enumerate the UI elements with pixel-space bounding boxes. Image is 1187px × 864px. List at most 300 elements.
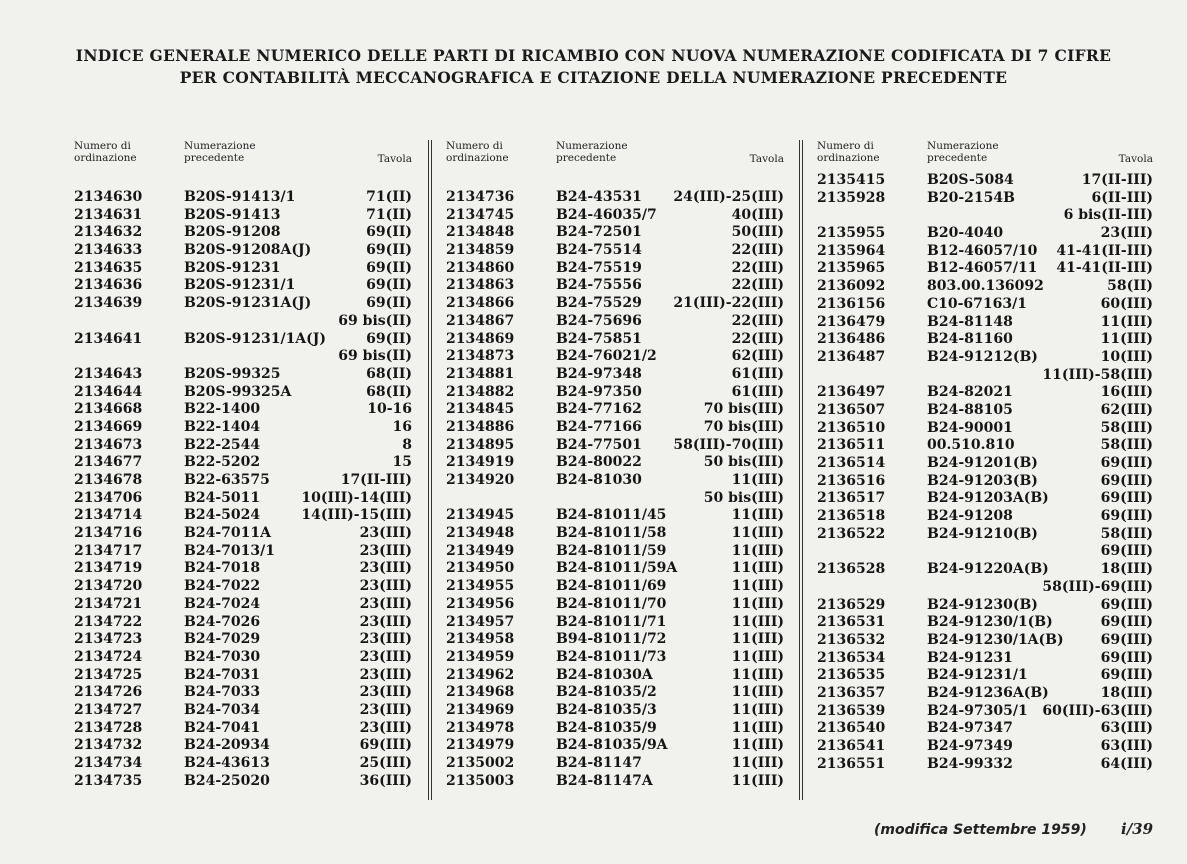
table-reference-cell: 68(II)	[366, 383, 412, 400]
order-number-cell: 2136486	[817, 331, 886, 348]
table-reference-cell: 10(III)	[1100, 348, 1153, 365]
table-row	[817, 473, 1157, 491]
table-reference-cell: 14(III)-15(III)	[301, 507, 412, 524]
table-reference-cell: 23(III)	[359, 701, 412, 718]
table-row	[74, 614, 416, 632]
table-row	[446, 419, 788, 437]
index-rows	[817, 172, 1157, 773]
order-number-cell: 2135002	[446, 755, 515, 771]
order-number-cell: 2135928	[817, 189, 886, 206]
order-number-cell: 2134727	[74, 701, 143, 718]
order-number-cell: 2134948	[446, 525, 515, 542]
table-row	[446, 525, 788, 543]
header-previous-numbering-line-2: precedente	[184, 152, 245, 164]
order-number-cell: 2136516	[817, 472, 886, 489]
table-row	[74, 331, 416, 349]
table-reference-cell: 69(II)	[366, 224, 412, 241]
table-reference-cell: 41-41(II-III)	[1056, 260, 1153, 277]
header-previous-numbering	[184, 140, 294, 164]
previous-numbering-cell: B24-91212(B)	[927, 348, 1038, 365]
previous-numbering-cell: B24-91230/1A(B)	[927, 631, 1064, 648]
table-row	[446, 224, 788, 242]
order-number-cell: 2134732	[74, 737, 143, 754]
table-row	[74, 649, 416, 667]
order-number-cell: 2135964	[817, 242, 886, 259]
table-row	[817, 561, 1157, 579]
table-row	[817, 738, 1157, 756]
previous-numbering-cell: B20S-91208A(J)	[184, 242, 312, 259]
previous-numbering-cell: B20S-99325A	[184, 383, 292, 400]
header-previous-numbering-line-2: precedente	[556, 152, 617, 164]
previous-numbering-cell: B24-76021/2	[556, 348, 657, 365]
header-order-number	[817, 140, 907, 164]
table-reference-cell: 36(III)	[359, 772, 412, 789]
order-number-cell: 2134968	[446, 684, 515, 701]
order-number-cell: 2134630	[74, 189, 143, 205]
order-number-cell: 2136518	[817, 508, 886, 525]
table-row	[446, 295, 788, 313]
table-reference-cell: 58(III)-69(III)	[1042, 578, 1153, 595]
previous-numbering-cell: B22-5202	[184, 454, 261, 471]
table-reference-cell: 11(III)	[731, 737, 784, 754]
table-row	[817, 314, 1157, 332]
table-reference-cell: 11(III)	[731, 772, 784, 789]
table-row	[446, 348, 788, 366]
previous-numbering-cell: B20S-91231/1	[184, 277, 296, 294]
table-row	[74, 578, 416, 596]
table-reference-cell: 22(III)	[731, 330, 784, 347]
table-reference-cell: 11(III)	[731, 631, 784, 648]
order-number-cell: 2134644	[74, 383, 143, 400]
table-row	[446, 277, 788, 295]
table-row	[817, 260, 1157, 278]
table-reference-cell: 11(III)	[731, 542, 784, 559]
page-number: i/39	[1121, 820, 1154, 838]
order-number-cell: 2134669	[74, 418, 143, 435]
order-number-cell: 2134873	[446, 348, 515, 365]
header-order-number	[74, 140, 164, 164]
order-number-cell: 2136357	[817, 684, 886, 701]
previous-numbering-cell: B20S-5084	[927, 172, 1014, 188]
previous-numbering-cell: B24-77501	[556, 436, 642, 453]
order-number-cell: 2136540	[817, 720, 886, 737]
table-reference-cell: 11(III)	[731, 595, 784, 612]
previous-numbering-cell: B24-81035/3	[556, 701, 657, 718]
table-row	[446, 720, 788, 738]
order-number-cell: 2134639	[74, 295, 143, 312]
previous-numbering-cell: B20S-91208	[184, 224, 281, 241]
table-reference-cell: 23(III)	[359, 525, 412, 542]
previous-numbering-cell: B24-81147A	[556, 772, 653, 789]
previous-numbering-cell: B24-91236A(B)	[927, 684, 1049, 701]
table-reference-cell: 58(III)	[1100, 419, 1153, 436]
table-row	[817, 579, 1157, 597]
table-row	[446, 737, 788, 755]
previous-numbering-cell: B24-81011/45	[556, 507, 667, 524]
table-reference-cell: 11(III)	[1100, 331, 1153, 348]
table-reference-cell: 61(III)	[731, 383, 784, 400]
previous-numbering-cell: B20S-91231/1A(J)	[184, 330, 327, 347]
header-previous-numbering-line-1: Numerazione	[184, 140, 256, 152]
table-reference-cell: 23(III)	[359, 613, 412, 630]
table-reference-cell: 11(III)	[731, 472, 784, 488]
table-reference-cell: 71(II)	[366, 189, 412, 205]
table-reference-cell: 40(III)	[731, 206, 784, 223]
table-reference-cell: 70 bis(III)	[703, 418, 784, 435]
previous-numbering-cell: B24-97305/1	[927, 702, 1028, 719]
table-reference-cell: 6 bis(II-III)	[1063, 207, 1153, 224]
order-number-cell: 2134979	[446, 737, 515, 754]
previous-numbering-cell: B22-2544	[184, 436, 261, 453]
table-reference-cell: 22(III)	[731, 277, 784, 294]
order-number-cell: 2134632	[74, 224, 143, 241]
previous-numbering-cell: B24-75556	[556, 277, 642, 294]
previous-numbering-cell: B22-63575	[184, 472, 270, 488]
previous-numbering-cell: B24-88105	[927, 401, 1013, 418]
table-reference-cell: 69(III)	[1100, 543, 1153, 560]
previous-numbering-cell: B24-91220A(B)	[927, 561, 1049, 578]
table-row	[74, 560, 416, 578]
previous-numbering-cell: B24-7022	[184, 578, 261, 595]
table-row	[446, 614, 788, 632]
table-reference-cell: 62(III)	[1100, 401, 1153, 418]
table-row	[74, 720, 416, 738]
order-number-cell: 2134886	[446, 418, 515, 435]
order-number-cell: 2136531	[817, 614, 886, 631]
order-number-cell: 2136551	[817, 755, 886, 772]
table-row	[446, 702, 788, 720]
table-row	[74, 525, 416, 543]
header-previous-numbering	[556, 140, 666, 164]
table-row	[817, 225, 1157, 243]
order-number-cell: 2134955	[446, 578, 515, 595]
table-reference-cell: 23(III)	[1100, 225, 1153, 242]
previous-numbering-cell: B24-7026	[184, 613, 261, 630]
table-row	[74, 348, 416, 366]
table-reference-cell: 6(II-III)	[1091, 189, 1153, 206]
table-reference-cell: 63(III)	[1100, 720, 1153, 737]
previous-numbering-cell: B24-91231/1	[927, 667, 1028, 684]
order-number-cell: 2134735	[74, 772, 143, 789]
previous-numbering-cell: B24-75851	[556, 330, 642, 347]
table-row	[74, 702, 416, 720]
previous-numbering-cell: B20S-91413	[184, 206, 281, 223]
table-row	[446, 472, 788, 490]
table-row	[446, 437, 788, 455]
previous-numbering-cell: B24-43613	[184, 755, 270, 771]
table-row	[817, 278, 1157, 296]
table-reference-cell: 22(III)	[731, 312, 784, 329]
table-reference-cell: 61(III)	[731, 365, 784, 382]
header-table: Tavola	[1118, 153, 1153, 165]
table-row	[817, 296, 1157, 314]
order-number-cell: 2134673	[74, 436, 143, 453]
order-number-cell: 2134867	[446, 312, 515, 329]
table-reference-cell: 8	[402, 436, 412, 453]
order-number-cell: 2134736	[446, 189, 515, 205]
table-row	[74, 277, 416, 295]
order-number-cell: 2136517	[817, 490, 886, 507]
table-row	[446, 189, 788, 207]
header-order-number-line-2: ordinazione	[817, 152, 880, 164]
previous-numbering-cell: B20S-91231A(J)	[184, 295, 312, 312]
table-row	[446, 490, 788, 508]
order-number-cell: 2134641	[74, 330, 143, 347]
table-row	[817, 207, 1157, 225]
header-order-number-line-2: ordinazione	[74, 152, 137, 164]
order-number-cell: 2134636	[74, 277, 143, 294]
table-reference-cell: 23(III)	[359, 578, 412, 595]
order-number-cell: 2134678	[74, 472, 143, 488]
table-reference-cell: 69(II)	[366, 277, 412, 294]
table-row	[817, 650, 1157, 668]
table-row	[446, 454, 788, 472]
order-number-cell: 2134728	[74, 719, 143, 736]
order-number-cell: 2134949	[446, 542, 515, 559]
table-row	[74, 773, 416, 791]
order-number-cell: 2134714	[74, 507, 143, 524]
order-number-cell: 2134957	[446, 613, 515, 630]
order-number-cell: 2134721	[74, 595, 143, 612]
table-reference-cell: 10-16	[367, 401, 412, 418]
previous-numbering-cell: B24-5011	[184, 489, 261, 506]
table-reference-cell: 69(III)	[359, 737, 412, 754]
previous-numbering-cell: B24-81035/2	[556, 684, 657, 701]
table-reference-cell: 69(II)	[366, 242, 412, 259]
index-rows	[74, 189, 416, 790]
table-reference-cell: 23(III)	[359, 542, 412, 559]
table-reference-cell: 25(III)	[359, 755, 412, 771]
header-previous-numbering-line-1: Numerazione	[556, 140, 628, 152]
order-number-cell: 2134895	[446, 436, 515, 453]
previous-numbering-cell: B24-75696	[556, 312, 642, 329]
table-row	[74, 384, 416, 402]
previous-numbering-cell: C10-67163/1	[927, 295, 1027, 312]
table-row	[817, 597, 1157, 615]
table-row	[817, 402, 1157, 420]
table-row	[446, 596, 788, 614]
table-reference-cell: 23(III)	[359, 684, 412, 701]
previous-numbering-cell: B94-81011/72	[556, 631, 667, 648]
previous-numbering-cell: B24-7024	[184, 595, 261, 612]
table-row	[817, 420, 1157, 438]
previous-numbering-cell: B24-25020	[184, 772, 270, 789]
table-row	[446, 313, 788, 331]
order-number-cell: 2135003	[446, 772, 515, 789]
order-number-cell: 2136541	[817, 738, 886, 754]
table-reference-cell: 69(II)	[366, 259, 412, 276]
order-number-cell: 2134919	[446, 454, 515, 471]
previous-numbering-cell: B24-97350	[556, 383, 642, 400]
table-reference-cell: 69(III)	[1100, 667, 1153, 684]
table-row	[74, 684, 416, 702]
index-column-3	[817, 140, 1157, 800]
table-row	[817, 632, 1157, 650]
table-row	[817, 349, 1157, 367]
header-previous-numbering-line-1: Numerazione	[927, 140, 999, 152]
previous-numbering-cell: B24-81011/69	[556, 578, 667, 595]
header-order-number-line-1: Numero di	[817, 140, 874, 152]
table-row	[817, 667, 1157, 685]
order-number-cell: 2134745	[446, 206, 515, 223]
table-reference-cell: 17(II-III)	[340, 472, 412, 488]
order-number-cell: 2134866	[446, 295, 515, 312]
order-number-cell: 2135955	[817, 225, 886, 242]
table-reference-cell: 69(III)	[1100, 649, 1153, 666]
table-row	[74, 419, 416, 437]
order-number-cell: 2134631	[74, 206, 143, 223]
previous-numbering-cell: B24-90001	[927, 419, 1013, 436]
table-row	[74, 596, 416, 614]
index-column-1	[74, 140, 416, 800]
table-row	[446, 507, 788, 525]
table-row	[74, 490, 416, 508]
table-row	[74, 737, 416, 755]
previous-numbering-cell: B24-81030A	[556, 666, 653, 683]
index-column-2	[446, 140, 788, 800]
table-reference-cell: 69 bis(II)	[338, 348, 412, 365]
previous-numbering-cell: B24-81011/71	[556, 613, 667, 630]
table-reference-cell: 11(III)	[731, 701, 784, 718]
table-reference-cell: 24(III)-25(III)	[673, 189, 784, 205]
previous-numbering-cell: B24-97347	[927, 720, 1013, 737]
previous-numbering-cell: B24-91230/1(B)	[927, 614, 1053, 631]
table-row	[74, 401, 416, 419]
header-previous-numbering	[927, 140, 1037, 164]
previous-numbering-cell: B12-46057/10	[927, 242, 1038, 259]
table-row	[74, 472, 416, 490]
table-reference-cell: 69(III)	[1100, 490, 1153, 507]
table-row	[74, 295, 416, 313]
table-reference-cell: 62(III)	[731, 348, 784, 365]
table-row	[74, 631, 416, 649]
index-rows	[446, 189, 788, 790]
previous-numbering-cell: B24-81011/59A	[556, 560, 678, 577]
table-row	[817, 756, 1157, 774]
previous-numbering-cell: 00.510.810	[927, 437, 1015, 454]
order-number-cell: 2134719	[74, 560, 143, 577]
previous-numbering-cell: B20S-91231	[184, 259, 281, 276]
order-number-cell: 2135965	[817, 260, 886, 277]
table-row	[74, 755, 416, 773]
order-number-cell: 2136511	[817, 437, 886, 454]
order-number-cell: 2136539	[817, 702, 886, 719]
previous-numbering-cell: B24-7013/1	[184, 542, 275, 559]
table-reference-cell: 68(II)	[366, 365, 412, 382]
table-row	[817, 720, 1157, 738]
order-number-cell: 2134882	[446, 383, 515, 400]
previous-numbering-cell: B20-4040	[927, 225, 1004, 242]
table-row	[446, 649, 788, 667]
order-number-cell: 2134716	[74, 525, 143, 542]
previous-numbering-cell: B24-7018	[184, 560, 261, 577]
order-number-cell: 2134643	[74, 365, 143, 382]
table-reference-cell: 69(II)	[366, 295, 412, 312]
table-reference-cell: 23(III)	[359, 648, 412, 665]
table-reference-cell: 22(III)	[731, 242, 784, 259]
table-row	[74, 454, 416, 472]
table-reference-cell: 70 bis(III)	[703, 401, 784, 418]
previous-numbering-cell: B24-81147	[556, 755, 642, 771]
previous-numbering-cell: B24-97349	[927, 738, 1013, 754]
table-reference-cell: 10(III)-14(III)	[301, 489, 412, 506]
previous-numbering-cell: B24-81035/9A	[556, 737, 668, 754]
previous-numbering-cell: B24-7034	[184, 701, 261, 718]
table-reference-cell: 41-41(II-III)	[1056, 242, 1153, 259]
table-row	[74, 260, 416, 278]
previous-numbering-cell: B24-91201(B)	[927, 455, 1038, 471]
table-row	[446, 331, 788, 349]
order-number-cell: 2134848	[446, 224, 515, 241]
previous-numbering-cell: B24-81011/58	[556, 525, 667, 542]
table-reference-cell: 69(III)	[1100, 631, 1153, 648]
order-number-cell: 2136514	[817, 455, 886, 471]
order-number-cell: 2134859	[446, 242, 515, 259]
document-title-line-2: PER CONTABILITÀ MECCANOGRAFICA E CITAZIONE DELLA NUMERAZIONE PRECEDENTE	[179, 68, 1008, 87]
previous-numbering-cell: B24-7033	[184, 684, 261, 701]
table-row	[817, 367, 1157, 385]
previous-numbering-cell: B12-46057/11	[927, 260, 1038, 277]
table-reference-cell: 58(II)	[1107, 278, 1153, 295]
order-number-cell: 2134978	[446, 719, 515, 736]
table-row	[817, 490, 1157, 508]
table-row	[817, 543, 1157, 561]
table-reference-cell: 16(III)	[1100, 384, 1153, 401]
order-number-cell: 2134845	[446, 401, 515, 418]
order-number-cell: 2134863	[446, 277, 515, 294]
table-reference-cell: 21(III)-22(III)	[673, 295, 784, 312]
table-reference-cell: 18(III)	[1100, 684, 1153, 701]
order-number-cell: 2134668	[74, 401, 143, 418]
order-number-cell: 2134726	[74, 684, 143, 701]
table-row	[446, 631, 788, 649]
order-number-cell: 2134956	[446, 595, 515, 612]
table-row	[74, 224, 416, 242]
table-row	[446, 684, 788, 702]
previous-numbering-cell: B24-72501	[556, 224, 642, 241]
table-reference-cell: 69(III)	[1100, 508, 1153, 525]
table-reference-cell: 15	[392, 454, 412, 471]
table-reference-cell: 11(III)	[731, 755, 784, 771]
order-number-cell: 2136535	[817, 667, 886, 684]
table-reference-cell: 71(II)	[366, 206, 412, 223]
document-title-line-1: INDICE GENERALE NUMERICO DELLE PARTI DI RICAMBIO CON NUOVA NUMERAZIONE CODIFICATA DI 7 CIFRE	[75, 46, 1112, 65]
previous-numbering-cell: B22-1404	[184, 418, 261, 435]
previous-numbering-cell: B24-81011/73	[556, 648, 667, 665]
table-row	[817, 685, 1157, 703]
previous-numbering-cell: B24-77162	[556, 401, 642, 418]
previous-numbering-cell: B24-81030	[556, 472, 642, 488]
header-order-number	[446, 140, 536, 164]
order-number-cell: 2134706	[74, 489, 143, 506]
table-reference-cell: 23(III)	[359, 560, 412, 577]
table-reference-cell: 64(III)	[1100, 755, 1153, 772]
previous-numbering-cell: B24-82021	[927, 384, 1013, 401]
order-number-cell: 2134969	[446, 701, 515, 718]
table-reference-cell: 60(III)-63(III)	[1042, 702, 1153, 719]
previous-numbering-cell: B22-1400	[184, 401, 261, 418]
table-row	[446, 667, 788, 685]
table-row	[446, 207, 788, 225]
order-number-cell: 2136532	[817, 631, 886, 648]
order-number-cell: 2134959	[446, 648, 515, 665]
order-number-cell: 2134635	[74, 259, 143, 276]
table-row	[817, 455, 1157, 473]
table-row	[74, 437, 416, 455]
order-number-cell: 2134723	[74, 631, 143, 648]
previous-numbering-cell: B24-81160	[927, 331, 1013, 348]
order-number-cell: 2136528	[817, 561, 886, 578]
